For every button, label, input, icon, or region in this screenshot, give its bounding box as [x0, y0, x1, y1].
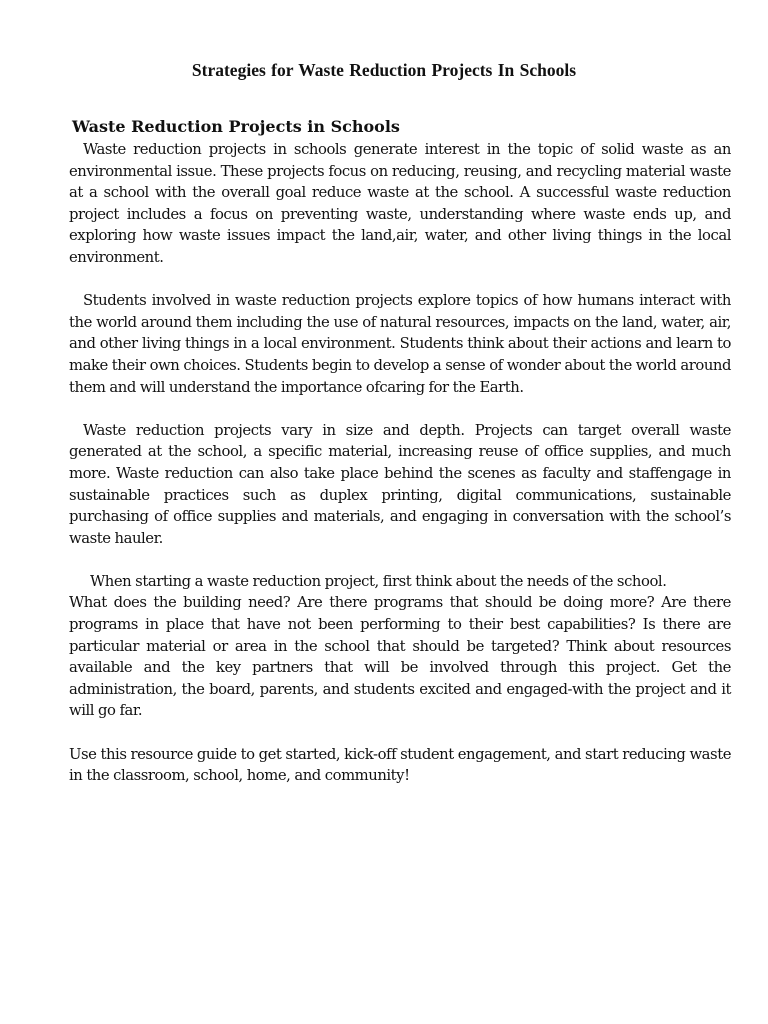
paragraph-intro: Waste reduction projects in schools generate interest in the topic of solid waste as an environmental issue. These projects focus on reducing, reusing, and recycling material waste at a school with the overall goal reduce waste at the school. A successful waste reduction project includes a focus on preventing waste, understanding where waste ends up, and exploring how waste issues impact the land,air, water, and other living things in the local environment.	[69, 141, 731, 266]
paragraph-getting-started	[69, 571, 731, 722]
paragraph-getting-started-rest: What does the building need? Are there programs that should be doing more? Are there programs in place that have not been performing to their best capabilities? Is there are particular material or area in the school that should be targeted? Think about resources available and the key partners that will be involved through this project. Get the administration, the board, parents, and students excited and engaged-with the project and it will go far.	[69, 594, 731, 720]
paragraph-getting-started-first-line: When starting a waste reduction project, first think about the needs of the school.	[90, 572, 667, 590]
document-title: Strategies for Waste Reduction Projects In Schools	[191, 60, 577, 80]
paragraph-project-scope: Waste reduction projects vary in size and depth. Projects can target overall waste generated at the school, a specific material, increasing reuse of office supplies, and much more. Waste reduction can also take place behind the scenes as faculty and staffengage in sustainable practices such as duplex printing, digital communications, sustainable purchasing of office supplies and materials, and engaging in conversation with the school’s waste hauler.	[69, 421, 731, 547]
document-body	[69, 139, 731, 808]
section-heading: Waste Reduction Projects in Schools	[72, 117, 400, 136]
paragraph-students: Students involved in waste reduction projects explore topics of how humans interact with the world around them including the use of natural resources, impacts on the land, water, air, and other living things in a local environment. Students think about their actions and learn to make their own choices. Students begin to develop a sense of wonder about the world around them and will understand the importance ofcaring for the Earth.	[69, 292, 731, 396]
paragraph-closing: Use this resource guide to get started, kick-off student engagement, and start reducing waste in the classroom, school, home, and community!	[69, 745, 731, 785]
